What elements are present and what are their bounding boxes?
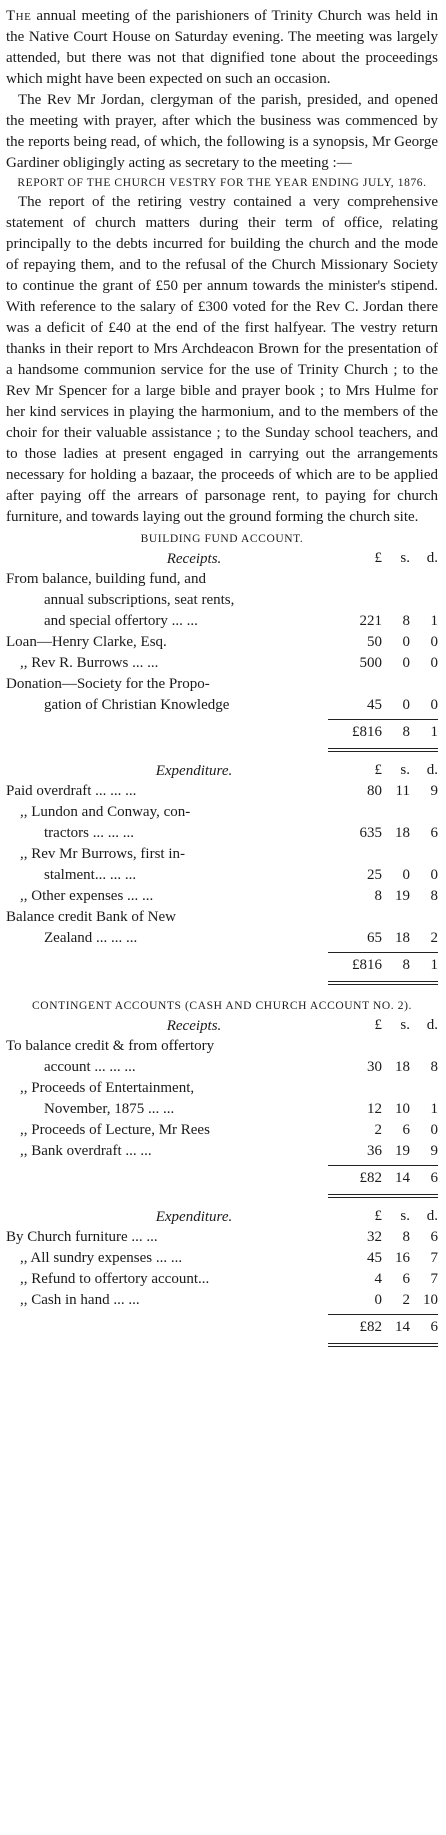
amount-shillings: 11: [395, 783, 410, 799]
expenditure-label: Expenditure.: [155, 1209, 233, 1225]
ledger-row: [6, 1099, 438, 1120]
ledger-row: [6, 1141, 438, 1162]
ledger-row: [6, 590, 438, 611]
ledger-label: and special offertory ... ...: [44, 613, 198, 629]
expenditure-label: Expenditure.: [155, 763, 233, 779]
total-shillings: 14: [395, 1170, 410, 1186]
total-pence: 1: [430, 724, 438, 740]
total-shillings: 14: [395, 1319, 410, 1335]
amount-pence: 0: [430, 634, 438, 650]
ledger-row: [6, 781, 438, 802]
meeting-paragraph: The Rev Mr Jordan, clergyman of the parish, presided, and opened the meeting with prayer, after which the business was commenced by the reports being read, of which, the following is a synopsis, Mr George Gardiner obligingly acting as secretary to the meeting :—: [6, 92, 438, 171]
ledger-row: [6, 1248, 438, 1269]
contingent-receipts-header: [6, 1015, 438, 1036]
ledger-row: [6, 569, 438, 590]
amount-shillings: 18: [395, 1059, 410, 1075]
total-pence: 6: [430, 1319, 438, 1335]
amount-shillings: 6: [402, 1271, 410, 1287]
ledger-label: Donation—Society for the Propo-: [6, 676, 210, 692]
ledger-row: [6, 632, 438, 653]
amount-pounds: 8: [374, 888, 382, 904]
amount-shillings: 8: [402, 613, 410, 629]
total-pence: 1: [430, 957, 438, 973]
ledger-row: [6, 653, 438, 674]
ledger-row: [6, 1227, 438, 1248]
ledger-row: [6, 1290, 438, 1311]
amount-pounds: 2: [374, 1122, 382, 1138]
amount-pounds: 45: [367, 1250, 382, 1266]
double-rule: [328, 981, 438, 985]
intro-lead-word: The: [6, 8, 32, 24]
amount-pounds: 635: [359, 825, 382, 841]
amount-pence: 0: [430, 867, 438, 883]
ledger-label: gation of Christian Knowledge: [44, 697, 230, 713]
amount-pence: 7: [430, 1250, 438, 1266]
ledger-label: ,, Proceeds of Entertainment,: [20, 1080, 195, 1096]
amount-pence: 10: [423, 1292, 438, 1308]
col-pence: d.: [426, 762, 438, 778]
report-heading: REPORT OF THE CHURCH VESTRY FOR THE YEAR ENDING JULY, 1876.: [17, 177, 427, 189]
amount-pounds: 65: [367, 930, 382, 946]
ledger-label: tractors ... ... ...: [44, 825, 134, 841]
ledger-label: ,, Refund to offertory account...: [20, 1271, 210, 1287]
col-pence: d.: [426, 550, 438, 566]
ledger-label: From balance, building fund, and: [6, 571, 206, 587]
amount-pence: 1: [430, 613, 438, 629]
total-shillings: 8: [402, 957, 410, 973]
building-fund-expenditure-header: [6, 760, 438, 781]
amount-shillings: 18: [395, 930, 410, 946]
ledger-row: [6, 907, 438, 928]
ledger-row: [6, 1269, 438, 1290]
ledger-row: [6, 1078, 438, 1099]
ledger-label: Paid overdraft ... ... ...: [6, 783, 137, 799]
double-rule: [328, 1343, 438, 1347]
amount-pounds: 500: [359, 655, 382, 671]
ledger-label: annual subscriptions, seat rents,: [44, 592, 235, 608]
amount-shillings: 0: [402, 655, 410, 671]
ledger-row: [6, 823, 438, 844]
ledger-label: ,, Rev R. Burrows ... ...: [20, 655, 159, 671]
receipts-label: Receipts.: [166, 1018, 222, 1034]
ledger-row: [6, 865, 438, 886]
intro-paragraph: [6, 6, 438, 90]
amount-shillings: 8: [402, 1229, 410, 1245]
ledger-label: ,, All sundry expenses ... ...: [20, 1250, 183, 1266]
amount-shillings: 6: [402, 1122, 410, 1138]
amount-pence: 1: [430, 1101, 438, 1117]
amount-pounds: 0: [374, 1292, 382, 1308]
ledger-label: Zealand ... ... ...: [44, 930, 138, 946]
col-shillings: s.: [400, 550, 410, 566]
amount-pounds: 12: [367, 1101, 382, 1117]
amount-shillings: 2: [402, 1292, 410, 1308]
total-pounds: £816: [352, 724, 382, 740]
amount-pounds: 25: [367, 867, 382, 883]
intro-text: annual meeting of the parishioners of Trinity Church was held in the Native Court House on Saturday evening. The meeting was largely attended, but there was not that dignified tone about the proceedings which might have been expected on such an occasion.: [6, 8, 438, 87]
col-shillings: s.: [400, 1017, 410, 1033]
ledger-label: account ... ... ...: [44, 1059, 136, 1075]
amount-pounds: 45: [367, 697, 382, 713]
double-rule: [328, 1194, 438, 1198]
amount-pence: 6: [430, 1229, 438, 1245]
total-pounds: £82: [359, 1319, 382, 1335]
ledger-label: To balance credit & from offertory: [6, 1038, 215, 1054]
contingent-expenditure-total: [6, 1315, 438, 1341]
building-fund-account: [6, 530, 438, 985]
amount-pounds: 80: [367, 783, 382, 799]
contingent-expenditure-header: [6, 1206, 438, 1227]
amount-pounds: 32: [367, 1229, 382, 1245]
amount-pence: 7: [430, 1271, 438, 1287]
amount-pence: 9: [430, 1143, 438, 1159]
ledger-label: ,, Cash in hand ... ...: [20, 1292, 140, 1308]
ledger-row: [6, 886, 438, 907]
amount-pounds: 30: [367, 1059, 382, 1075]
ledger-row: [6, 611, 438, 632]
ledger-row: [6, 844, 438, 865]
amount-pence: 2: [430, 930, 438, 946]
col-pounds: £: [374, 1208, 382, 1224]
amount-pence: 0: [430, 697, 438, 713]
amount-pounds: 4: [374, 1271, 382, 1287]
amount-shillings: 19: [395, 1143, 410, 1159]
building-fund-receipts-total: [6, 720, 438, 746]
ledger-row: [6, 1057, 438, 1078]
amount-shillings: 0: [402, 697, 410, 713]
total-pounds: £816: [352, 957, 382, 973]
ledger-label: ,, Bank overdraft ... ...: [20, 1143, 152, 1159]
contingent-receipts-total: [6, 1166, 438, 1192]
col-shillings: s.: [400, 1208, 410, 1224]
building-fund-heading: BUILDING FUND ACCOUNT.: [140, 533, 304, 545]
amount-pence: 8: [430, 888, 438, 904]
amount-pounds: 50: [367, 634, 382, 650]
total-pence: 6: [430, 1170, 438, 1186]
ledger-row: [6, 674, 438, 695]
ledger-row: [6, 802, 438, 823]
ledger-row: [6, 1120, 438, 1141]
col-pence: d.: [426, 1017, 438, 1033]
ledger-label: ,, Proceeds of Lecture, Mr Rees: [20, 1122, 210, 1138]
ledger-label: November, 1875 ... ...: [44, 1101, 175, 1117]
ledger-row: [6, 1036, 438, 1057]
col-pounds: £: [374, 550, 382, 566]
building-fund-receipts: [6, 569, 438, 716]
col-shillings: s.: [400, 762, 410, 778]
amount-pence: 6: [430, 825, 438, 841]
col-pence: d.: [426, 1208, 438, 1224]
amount-pence: 9: [430, 783, 438, 799]
ledger-label: ,, Other expenses ... ...: [20, 888, 154, 904]
amount-pence: 0: [430, 1122, 438, 1138]
total-pounds: £82: [359, 1170, 382, 1186]
ledger-row: [6, 695, 438, 716]
amount-shillings: 18: [395, 825, 410, 841]
ledger-label: ,, Lundon and Conway, con-: [20, 804, 191, 820]
amount-pence: 0: [430, 655, 438, 671]
ledger-row: [6, 928, 438, 949]
building-fund-receipts-header: [6, 548, 438, 569]
contingent-expenditure: [6, 1227, 438, 1311]
amount-shillings: 0: [402, 867, 410, 883]
amount-shillings: 19: [395, 888, 410, 904]
amount-shillings: 16: [395, 1250, 410, 1266]
ledger-label: ,, Rev Mr Burrows, first in-: [20, 846, 185, 862]
ledger-label: Loan—Henry Clarke, Esq.: [6, 634, 167, 650]
receipts-label: Receipts.: [166, 551, 222, 567]
amount-shillings: 10: [395, 1101, 410, 1117]
col-pounds: £: [374, 762, 382, 778]
amount-pence: 8: [430, 1059, 438, 1075]
ledger-label: stalment... ... ...: [44, 867, 137, 883]
amount-pounds: 36: [367, 1143, 382, 1159]
report-paragraph: The report of the retiring vestry contained a very comprehensive statement of church matters during their term of office, relating principally to the debts incurred for building the church and the mode of repaying them, and to the refusal of the Church Missionary Society to continue the grant of £50 per annum towards the minister's stipend. With reference to the salary of £300 voted for the Rev C. Jordan there was a deficit of £40 at the end of the first halfyear. The vestry return thanks in their report to Mrs Archdeacon Brown for the presentation of a handsome communion service for the use of Trinity Church ; to the Rev Mr Spencer for a large bible and prayer book ; to Mrs Hulme for her kind services in playing the harmonium, and to the members of the choir for their valuable assistance ; to the Sunday school teachers, and to those ladies at present engaged in carrying out the arrangements necessary for holding a bazaar, the proceeds of which are to be applied after paying off the arrears of parsonage rent, to paying for church furniture, and towards laying out the ground forming the church site.: [6, 194, 438, 525]
ledger-label: Balance credit Bank of New: [6, 909, 176, 925]
building-fund-expenditure: [6, 781, 438, 949]
double-rule: [328, 748, 438, 752]
amount-pounds: 221: [359, 613, 382, 629]
contingent-receipts: [6, 1036, 438, 1162]
col-pounds: £: [374, 1017, 382, 1033]
total-shillings: 8: [402, 724, 410, 740]
contingent-account: [6, 997, 438, 1347]
amount-shillings: 0: [402, 634, 410, 650]
contingent-heading: CONTINGENT ACCOUNTS (CASH AND CHURCH ACCOUNT NO. 2).: [32, 1000, 412, 1012]
building-fund-expenditure-total: [6, 953, 438, 979]
ledger-label: By Church furniture ... ...: [6, 1229, 158, 1245]
